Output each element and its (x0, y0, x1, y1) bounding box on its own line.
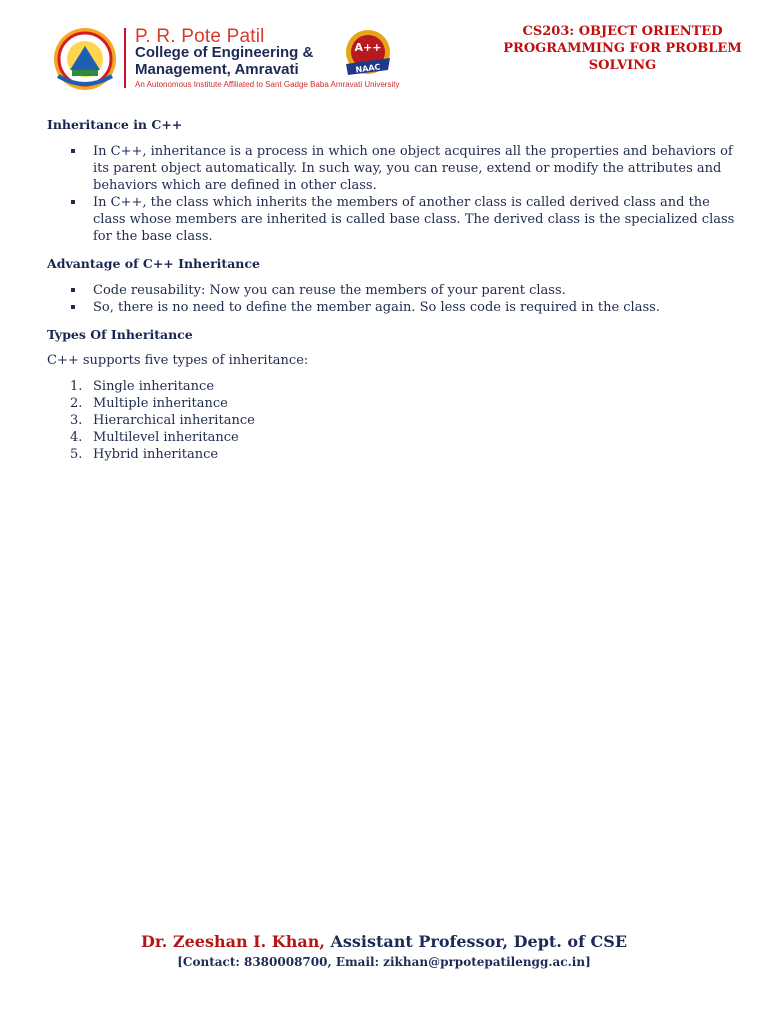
bullet-item: Code reusability: Now you can reuse the members of your parent class. (47, 282, 737, 299)
section-heading-inheritance: Inheritance in C++ (47, 117, 183, 132)
list-label: Multiple inheritance (93, 396, 228, 411)
list-label: Multilevel inheritance (93, 430, 239, 445)
svg-text:NAAC: NAAC (355, 62, 381, 75)
author-role: Assistant Professor, Dept. of CSE (324, 932, 628, 951)
advantage-bullets (47, 282, 737, 316)
list-item (47, 412, 737, 429)
svg-text:A++: A++ (354, 41, 382, 54)
list-number: 4. (70, 430, 83, 445)
course-title-line: CS203: OBJECT ORIENTED (522, 24, 723, 39)
course-title (495, 23, 750, 74)
document-header (0, 0, 768, 110)
inheritance-bullets (47, 143, 737, 245)
bullet-item: In C++, inheritance is a process in which one object acquires all the properties and behaviors of its parent object automatically. In such way, you can reuse, extend or modify the attributes and behaviors which are defined in other class. (47, 143, 737, 194)
course-title-line: SOLVING (588, 58, 657, 73)
author-line (0, 932, 768, 952)
list-item (47, 446, 737, 463)
author-name: Dr. Zeeshan I. Khan, (140, 932, 325, 951)
list-number: 1. (70, 379, 83, 394)
list-item (47, 395, 737, 412)
section-heading-types: Types Of Inheritance (47, 327, 193, 342)
list-number: 5. (70, 447, 83, 462)
list-item (47, 378, 737, 395)
list-label: Hybrid inheritance (93, 447, 219, 462)
course-title-line: PROGRAMMING FOR PROBLEM (503, 41, 742, 56)
bullet-item: So, there is no need to define the member again. So less code is required in the class. (47, 299, 737, 316)
list-label: Hierarchical inheritance (93, 413, 255, 428)
list-item (47, 429, 737, 446)
list-number: 3. (70, 413, 83, 428)
inheritance-types-list (47, 378, 737, 463)
section-heading-advantage: Advantage of C++ Inheritance (47, 256, 260, 271)
college-line-2: Management, Amravati (135, 61, 299, 78)
college-logo-icon (50, 26, 120, 92)
college-line-1: College of Engineering & (135, 44, 314, 61)
types-intro: C++ supports five types of inheritance: (47, 353, 309, 368)
document-body (47, 116, 737, 463)
document-footer (0, 932, 768, 971)
list-label: Single inheritance (93, 379, 215, 394)
college-tagline: An Autonomous Institute Affiliated to Sant Gadge Baba Amravati University (135, 80, 400, 89)
college-name: P. R. Pote Patil (135, 26, 265, 47)
bullet-item: In C++, the class which inherits the members of another class is called derived class and the class whose members are inherited is called base class. The derived class is the specialized class for the base class. (47, 194, 737, 245)
header-divider (124, 28, 126, 88)
author-contact: [Contact: 8380008700, Email: zikhan@prpotepatilengg.ac.in] (177, 955, 591, 969)
list-number: 2. (70, 396, 83, 411)
naac-logo-icon (340, 28, 396, 80)
